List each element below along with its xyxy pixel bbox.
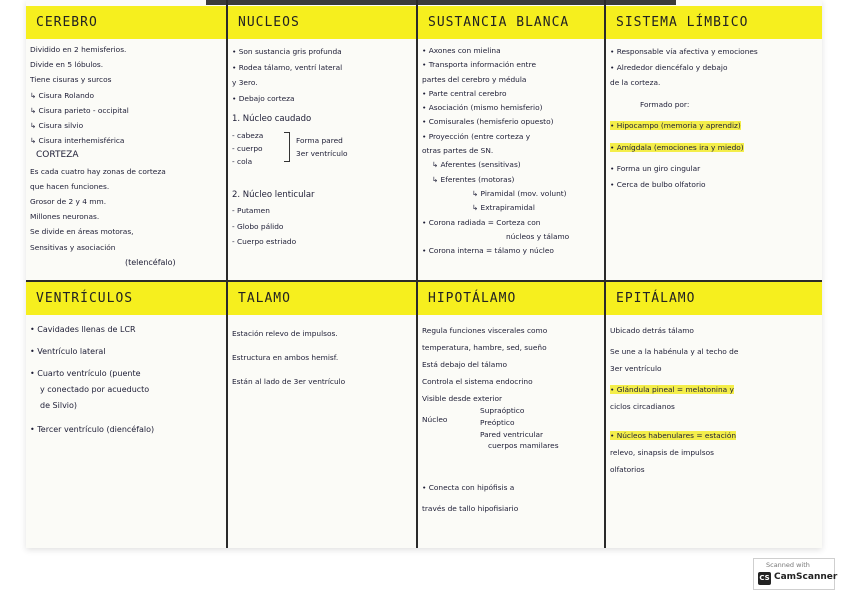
note-line: • Cuarto ventrículo (puente [30,369,141,378]
note-line: partes del cerebro y médula [422,74,527,84]
note-line: Es cada cuatro hay zonas de corteza [30,166,166,176]
header-epitalamo: EPITÁLAMO [606,282,822,315]
note-line: ↳ Cisura parieto - occipital [30,105,129,115]
note-line: Forma pared [296,135,343,145]
cell-nucleos [228,6,416,280]
note-line: 1. Núcleo caudado [232,114,312,124]
note-line: • Transporta información entre [422,60,536,70]
note-line: relevo, sinapsis de impulsos [610,448,715,457]
note-line: Supraóptico [480,406,525,415]
cell-cerebro [26,6,226,280]
cell-epitalamo [606,282,822,548]
caudado-parts [232,128,412,174]
note-line: ↳ Eferentes (motoras) [432,174,515,184]
body-sistema-limbico [610,44,818,280]
brace-icon [284,132,290,162]
note-line: - Globo pálido [232,221,284,231]
cell-talamo [228,282,416,548]
note-line: Visible desde exterior [422,394,503,403]
highlight-hipocampo: • Hipocampo (memoria y aprendiz) [610,121,741,130]
watermark-caption: Scanned with [766,561,810,569]
note-line: • Cerca de bulbo olfatorio [610,179,706,189]
note-line [610,118,818,134]
note-line: Pared ventricular [480,430,544,439]
grid-divider [604,0,606,548]
highlight-glandula: • Glándula pineal = melatonina y [610,385,734,394]
note-line [610,381,818,398]
body-epitalamo [610,322,818,548]
note-line: Estructura en ambos hemisf. [232,353,339,362]
note-line: ciclos circadianos [610,402,675,411]
note-line: • Son sustancia gris profunda [232,47,342,56]
note-line: • Responsable vía afectiva y emociones [610,47,758,56]
note-line: 3er ventrículo [610,364,662,373]
note-line: • Tercer ventrículo (diencéfalo) [30,425,155,434]
note-line: • Cavidades llenas de LCR [30,325,136,334]
note-line: Están al lado de 3er ventrículo [232,377,346,386]
note-line: • Parte central cerebro [422,88,507,98]
note-line: Regula funciones viscerales como [422,326,548,335]
cell-sustancia-blanca [418,6,604,280]
note-line: Divide en 5 lóbulos. [30,60,104,70]
body-ventriculos [30,322,222,548]
header-sustancia-blanca: SUSTANCIA BLANCA [418,6,604,39]
note-line: Formado por: [640,99,690,109]
note-line: - Putamen [232,206,270,215]
note-line: través de tallo hipofisiario [422,504,519,513]
notes-sheet [26,0,822,548]
note-line: ↳ Cisura silvio [30,121,84,131]
note-line: Preóptico [480,418,515,427]
highlight-nucleos: • Núcleos habenulares = estación [610,431,737,440]
note-line: 3er ventrículo [296,148,348,158]
note-line: - cola [232,156,253,166]
camscanner-logo-icon: CS [758,572,771,585]
grid-divider [226,0,228,548]
note-line: ↳ Cisura interhemisférica [30,136,125,146]
note-subtitle: CORTEZA [36,150,79,161]
cell-hipotalamo [418,282,604,548]
note-line: • Corona radiada = Corteza con [422,217,541,227]
header-cerebro: CEREBRO [26,6,226,39]
note-line: • Alrededor diencéfalo y debajo [610,62,728,72]
note-line: temperatura, hambre, sed, sueño [422,343,547,352]
note-line: • Debajo corteza [232,93,295,103]
note-line: ↳ Piramidal (mov. volunt) [472,188,567,198]
header-nucleos: NUCLEOS [228,6,416,39]
note-line: Ubicado detrás tálamo [610,326,694,335]
cell-ventriculos [26,282,226,548]
note-line: de la corteza. [610,78,661,87]
grid-divider [416,0,418,548]
note-line: cuerpos mamilares [488,441,559,450]
note-line: de Silvio) [40,401,78,410]
note-line: olfatorios [610,465,645,474]
note-line: Tiene cisuras y surcos [30,75,112,85]
note-line: Se une a la habénula y al techo de [610,347,739,356]
header-talamo: TALAMO [228,282,416,315]
note-line: Núcleo [422,415,448,424]
note-line: • Corona interna = tálamo y núcleo [422,246,554,256]
note-line: • Axones con mielina [422,46,501,55]
note-line: que hacen funciones. [30,181,110,191]
cell-sistema-limbico [606,6,822,280]
note-line: y conectado por acueducto [40,385,150,394]
note-line [610,140,818,156]
watermark-brand: CamScanner [774,572,838,582]
note-line: Estación relevo de impulsos. [232,329,338,338]
note-line: Se divide en áreas motoras, [30,227,134,237]
note-line: Controla el sistema endocrino [422,377,533,386]
header-hipotalamo: HIPOTÁLAMO [418,282,604,315]
body-hipotalamo [422,322,600,548]
note-line: y 3ero. [232,78,258,87]
note-line: Grosor de 2 y 4 mm. [30,197,107,207]
body-talamo [232,322,412,548]
note-line: Sensitivas y asociación [30,242,116,252]
note-line: (telencéfalo) [125,257,176,267]
note-line: otras partes de SN. [422,146,494,156]
note-line: Dividido en 2 hemisferios. [30,45,127,54]
note-line: • Conecta con hipófisis a [422,483,515,492]
note-line: - cabeza [232,130,264,140]
body-sustancia-blanca [422,44,600,280]
body-nucleos [232,44,412,280]
note-line: ↳ Cisura Rolando [30,90,95,100]
note-line: Millones neuronas. [30,212,100,222]
highlight-amigdala: • Amígdala (emociones ira y miedo) [610,142,744,152]
note-line: ↳ Aferentes (sensitivas) [432,160,521,170]
note-line: • Comisurales (hemisferio opuesto) [422,117,554,127]
note-line [610,427,818,444]
note-line: - Cuerpo estriado [232,237,297,246]
note-line: • Rodea tálamo, ventrí lateral [232,62,343,72]
header-sistema-limbico: SISTEMA LÍMBICO [606,6,822,39]
note-line: • Forma un giro cingular [610,164,701,173]
note-line: • Ventrículo lateral [30,347,106,356]
note-line: núcleos y tálamo [506,231,570,241]
note-line: Está debajo del tálamo [422,360,508,369]
camscanner-watermark [753,558,838,590]
note-line: ↳ Extrapiramidal [472,203,535,213]
grid-divider [26,280,822,282]
note-line: • Asociación (mismo hemisferio) [422,103,543,113]
note-line: • Proyección (entre corteza y [422,131,531,141]
nucleo-group [422,407,600,465]
body-cerebro [30,42,222,280]
header-ventriculos: VENTRÍCULOS [26,282,226,315]
note-line: - cuerpo [232,143,263,153]
note-line: 2. Núcleo lenticular [232,189,315,200]
